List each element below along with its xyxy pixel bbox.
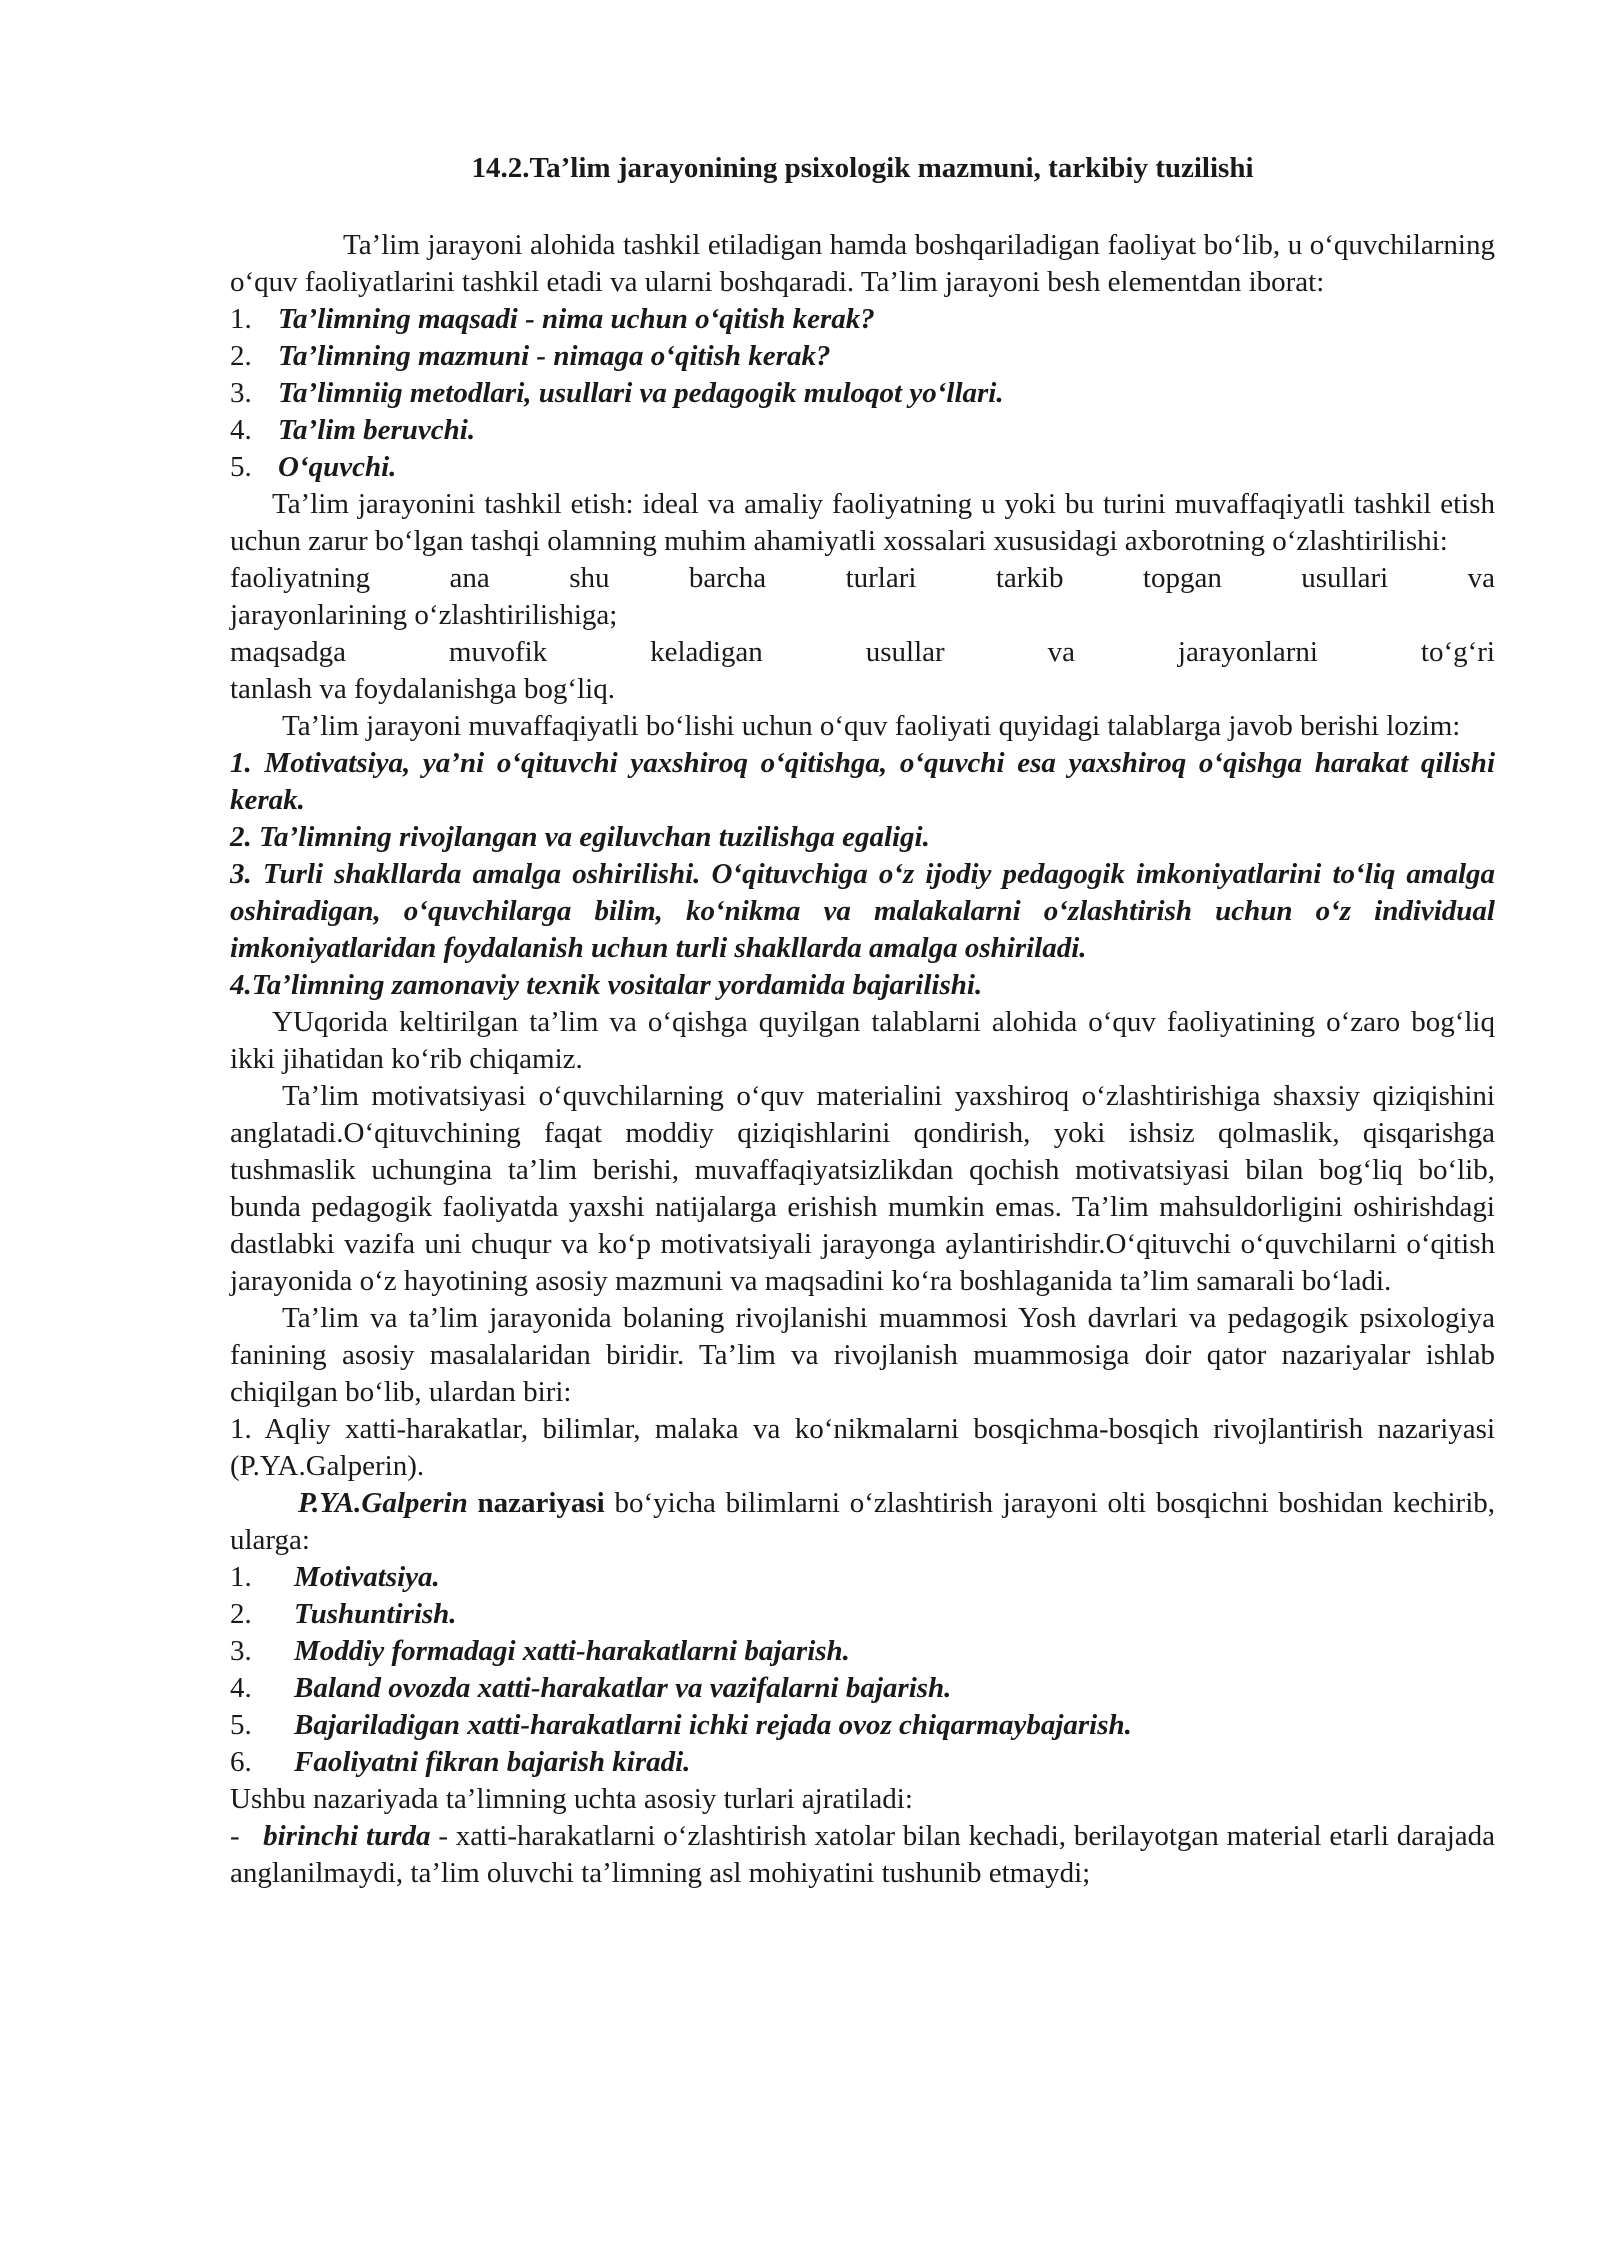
list-text: Faoliyatni fikran bajarish kiradi.	[294, 1746, 691, 1778]
first-type-rest: - xatti-harakatlarni o‘zlashtirish xatolar bilan kechadi, berilayotgan material etarli darajada anglanilmaydi, ta’lim oluvchi ta’limning asl mohiyatini tushunib etmaydi;	[230, 1820, 1496, 1889]
list-text: Baland ovozda xatti-harakatlar va vazifalarni bajarish.	[294, 1672, 952, 1704]
list-item	[230, 1596, 1495, 1633]
galperin-rest: bo‘yicha bilimlarni o‘zlashtirish jarayoni olti bosqichni boshidan kechirib, ularga:	[230, 1487, 1496, 1556]
stages-list	[230, 1559, 1495, 1781]
intro-paragraph: Ta’lim jarayoni alohida tashkil etiladigan hamda boshqariladigan faoliyat bo‘lib, u o‘quvchilarning o‘quv faoliyatlarini tashkil etadi va ularni boshqaradi. Ta’lim jarayoni besh elementdan iborat:	[230, 229, 1495, 298]
list-text: Ta’lim beruvchi.	[278, 414, 476, 446]
list-number: 5.	[230, 1709, 252, 1741]
list-number: 6.	[230, 1746, 252, 1778]
galperin-name: P.YA.Galperin	[298, 1487, 468, 1519]
requirement-2: 2. Ta’limning rivojlangan va egiluvchan tuzilishga egaligi.	[230, 821, 930, 853]
elements-list	[230, 301, 1495, 486]
list-number: 4.	[230, 1672, 252, 1704]
first-type-paragraph	[230, 1818, 1495, 1892]
list-item	[230, 301, 1495, 338]
list-item	[230, 1707, 1495, 1744]
requirement-4: 4.Ta’limning zamonaviy texnik vositalar yordamida bajarilishi.	[230, 969, 983, 1001]
theory-paragraph: 1. Aqliy xatti-harakatlar, bilimlar, malaka va ko‘nikmalarni bosqichma-bosqich rivojlantirish nazariyasi (P.YA.Galperin).	[230, 1413, 1495, 1482]
list-text: Motivatsiya.	[294, 1561, 440, 1593]
first-type-label: birinchi turda	[263, 1820, 431, 1852]
list-text: Ta’limning mazmuni - nimaga o‘qitish kerak?	[278, 340, 831, 372]
list-text: Ta’limniig metodlari, usullari va pedagogik muloqot yo‘llari.	[278, 377, 1004, 409]
faoliyat-line-end: jarayonlarining o‘zlashtirilishiga;	[230, 599, 618, 631]
requirements-paragraph: Ta’lim jarayoni muvaffaqiyatli bo‘lishi uchun o‘quv faoliyati quyidagi talablarga javob berishi lozim:	[282, 710, 1461, 742]
list-text: Ta’limning maqsadi - nima uchun o‘qitish kerak?	[278, 303, 875, 335]
above-paragraph: YUqorida keltirilgan ta’lim va o‘qishga quyilgan talablarni alohida o‘quv faoliyatining o‘zaro bog‘liq ikki jihatidan ko‘rib chiqamiz.	[230, 1006, 1495, 1075]
maqsad-line-end: tanlash va foydalanishga bog‘liq.	[230, 673, 615, 705]
list-item	[230, 1744, 1495, 1781]
galperin-word: nazariyasi	[477, 1487, 605, 1519]
list-item	[230, 1633, 1495, 1670]
requirement-3: 3. Turli shakllarda amalga oshirilishi. O‘qituvchiga o‘z ijodiy pedagogik imkoniyatlarini to‘liq amalga oshiradigan, o‘quvchilarga bilim, ko‘nikma va malakalarni o‘zlashtirish uchun o‘z individual imkoniyatlaridan foydalanish uchun turli shakllarda amalga oshiriladi.	[230, 858, 1495, 964]
list-number: 3.	[230, 1635, 252, 1667]
maqsad-line: maqsadga muvofik keladigan usullar va jarayonlarni to‘g‘ri	[230, 636, 1495, 668]
list-number: 2.	[230, 340, 252, 372]
faoliyat-line: faoliyatning ana shu barcha turlari tarkib topgan usullari va	[230, 562, 1495, 594]
requirement-1: 1. Motivatsiya, ya’ni o‘qituvchi yaxshiroq o‘qitishga, o‘quvchi esa yaxshiroq o‘qishga harakat qilishi kerak.	[230, 747, 1495, 816]
list-number: 5.	[230, 451, 252, 483]
list-text: Tushuntirish.	[294, 1598, 457, 1630]
list-number: 3.	[230, 377, 252, 409]
list-number: 4.	[230, 414, 252, 446]
list-item	[230, 449, 1495, 486]
list-text: Moddiy formadagi xatti-harakatlarni bajarish.	[294, 1635, 850, 1667]
list-number: 2.	[230, 1598, 252, 1630]
motivation-paragraph: Ta’lim motivatsiyasi o‘quvchilarning o‘quv materialini yaxshiroq o‘zlashtirishiga shaxsiy qiziqishini anglatadi.O‘qituvchining faqat moddiy qiziqishlarini qondirish, yoki ishsiz qolmaslik, qisqarishga tushmaslik uchungina ta’lim berishi, muvaffaqiyatsizlikdan qochish motivatsiyasi bilan bog‘liq bo‘lib, bunda pedagogik faoliyatda yaxshi natijalarga erishish mumkin emas. Ta’lim mahsuldorligini oshirishdagi dastlabki vazifa uni chuqur va ko‘p motivatsiyali jarayonga aylantirishdir.O‘qituvchi o‘quvchilarni o‘qitish jarayonida o‘z hayotining asosiy mazmuni va maqsadini ko‘ra boshlaganida ta’lim samarali bo‘ladi.	[230, 1080, 1495, 1297]
list-item	[230, 1670, 1495, 1707]
list-item	[230, 338, 1495, 375]
list-item	[230, 1559, 1495, 1596]
list-number: 1.	[230, 303, 252, 335]
types-paragraph: Ushbu nazariyada ta’limning uchta asosiy turlari ajratiladi:	[230, 1783, 913, 1815]
list-text: O‘quvchi.	[278, 451, 397, 483]
development-paragraph: Ta’lim va ta’lim jarayonida bolaning rivojlanishi muammosi Yosh davrlari va pedagogik psixologiya fanining asosiy masalalaridan biridir. Ta’lim va rivojlanish muammosiga doir qator nazariyalar ishlab chiqilgan bo‘lib, ulardan biri:	[230, 1302, 1495, 1408]
document-page	[230, 150, 1495, 1892]
list-number: 1.	[230, 1561, 252, 1593]
list-item	[230, 412, 1495, 449]
first-dash: -	[230, 1820, 240, 1852]
organize-paragraph: Ta’lim jarayonini tashkil etish: ideal va amaliy faoliyatning u yoki bu turini muvaffaqiyatli tashkil etish uchun zarur bo‘lgan tashqi olamning muhim ahamiyatli xossalari xususidagi axborotning o‘zlashtirilishi:	[230, 488, 1495, 557]
list-text: Bajariladigan xatti-harakatlarni ichki rejada ovoz chiqarmaybajarish.	[294, 1709, 1132, 1741]
list-item	[230, 375, 1495, 412]
section-title: 14.2.Ta’lim jarayonining psixologik mazmuni, tarkibiy tuzilishi	[471, 152, 1254, 184]
galperin-paragraph	[230, 1485, 1495, 1559]
